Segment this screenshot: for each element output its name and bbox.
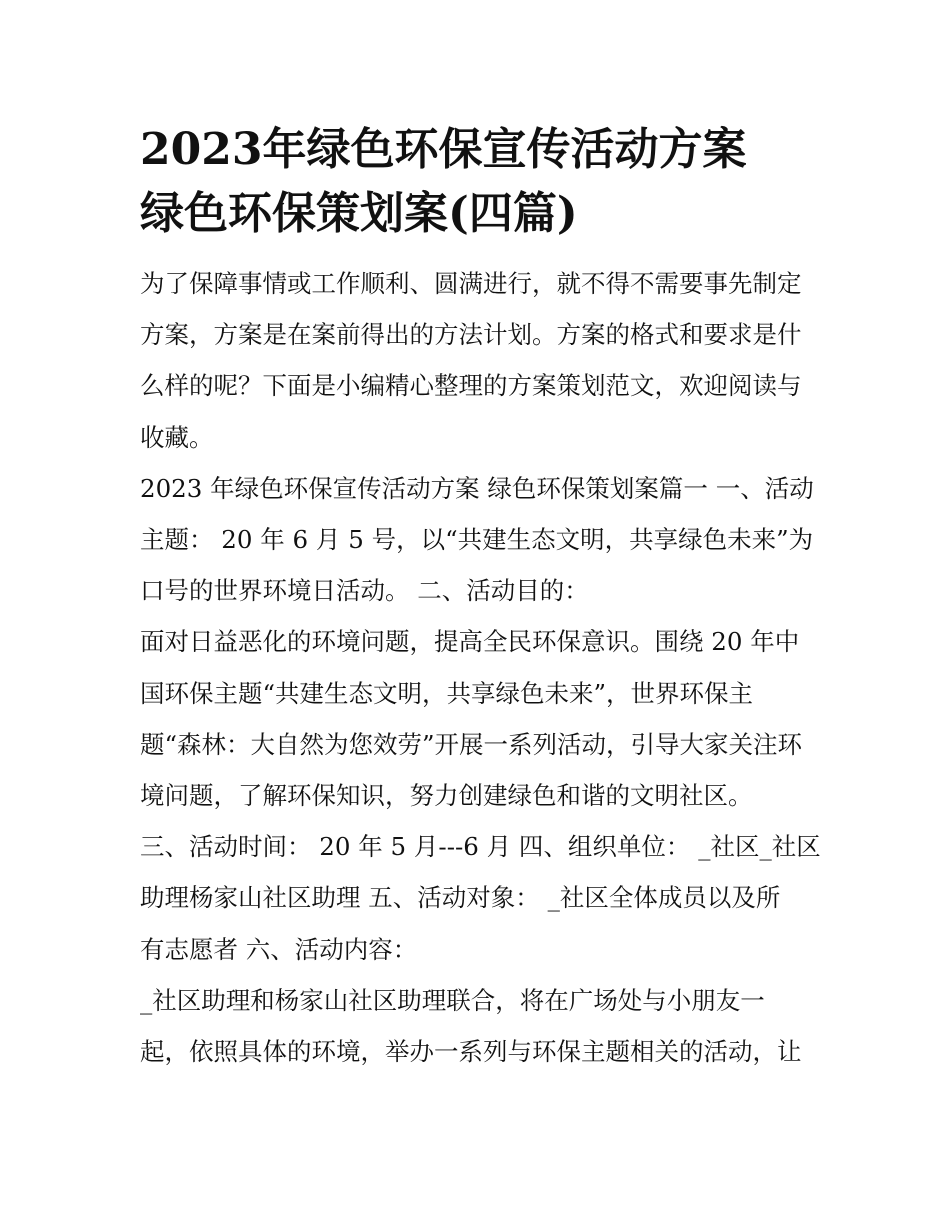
document-page bbox=[140, 118, 821, 1077]
body-line: 国环保主题“共建生态文明，共享绿色未来”，世界环保主 bbox=[140, 678, 754, 708]
body-line: 起，依照具体的环境，举办一系列与环保主题相关的活动，让 bbox=[140, 1037, 802, 1067]
body-line: 主题： 20 年 6 月 5 号，以“共建生态文明，共享绿色未来”为 bbox=[140, 525, 814, 555]
body-line: 境问题，了解环保知识，努力创建绿色和谐的文明社区。 bbox=[140, 781, 753, 811]
body-line: 么样的呢？下面是小编精心整理的方案策划范文，欢迎阅读与 bbox=[140, 371, 802, 401]
title-line: 绿色环保策划案(四篇) bbox=[140, 188, 578, 239]
title-line: 2023年绿色环保宣传活动方案 bbox=[140, 124, 747, 175]
body-line: 三、活动时间： 20 年 5 月---6 月 四、组织单位： _社区_社区 bbox=[140, 832, 821, 862]
body-line: 题“森林：大自然为您效劳”开展一系列活动，引导大家关注环 bbox=[140, 729, 803, 759]
body-line: 有志愿者 六、活动内容： bbox=[140, 934, 418, 964]
body-line: 助理杨家山社区助理 五、活动对象： _社区全体成员以及所 bbox=[140, 883, 781, 913]
body-line: 口号的世界环境日活动。 二、活动目的： bbox=[140, 576, 589, 606]
document-title bbox=[140, 118, 812, 246]
body-line: 为了保障事情或工作顺利、圆满进行，就不得不需要事先制定 bbox=[140, 269, 802, 298]
body-line: 收藏。 bbox=[140, 422, 214, 452]
body-line: 2023 年绿色环保宣传活动方案 绿色环保策划案篇一 一、活动 bbox=[140, 473, 814, 503]
document-body bbox=[140, 258, 821, 1077]
body-line: 方案，方案是在案前得出的方法计划。方案的格式和要求是什 bbox=[140, 320, 802, 350]
body-line: 面对日益恶化的环境问题，提高全民环保意识。围绕 20 年中 bbox=[140, 627, 800, 657]
body-line: _社区助理和杨家山社区助理联合，将在广场处与小朋友一 bbox=[140, 985, 765, 1015]
